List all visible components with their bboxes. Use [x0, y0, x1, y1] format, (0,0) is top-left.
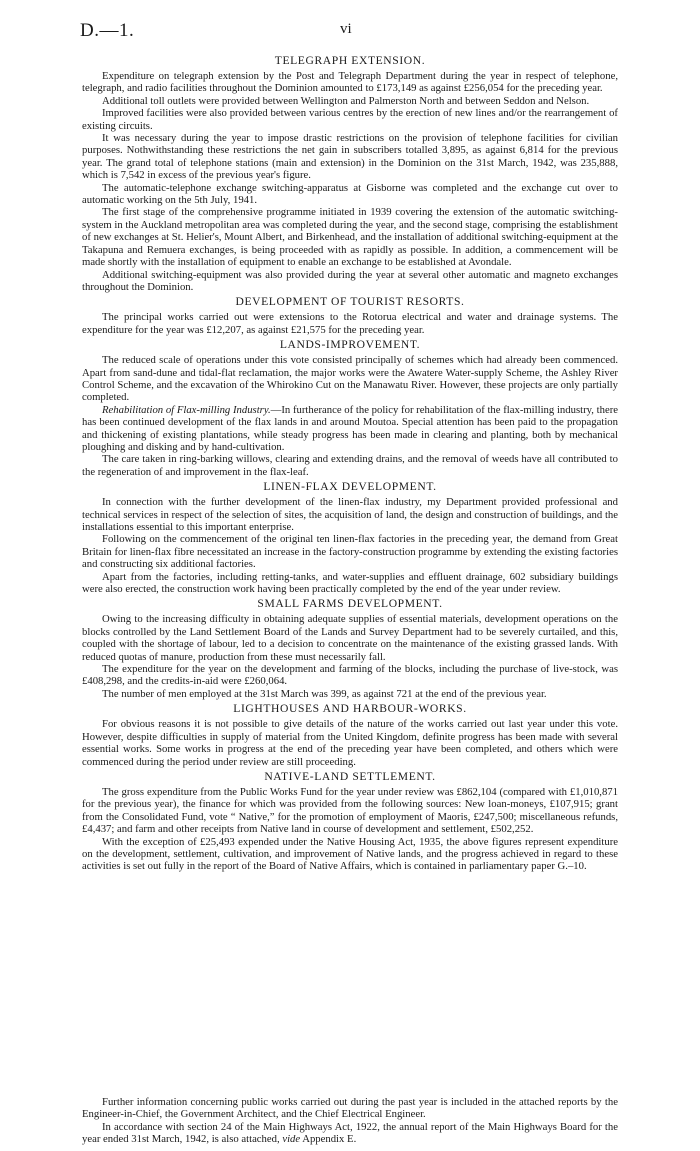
paragraph: The first stage of the comprehensive programme initiated in 1939 covering the extension of the automatic switching-system in the Auckland metropolitan area was completed during the year, and the second stage, comprising the establishment of new exchanges at St. Helier's, Mount Albert, and Birkenhead, and the installation of additional switching-equipment at the Takapuna and Remuera exchanges, is being proceeded with as rapidly as possible. In addition, a commencement will be made shortly with the installation of equipment to enable an exchange to be established at Avondale.	[82, 206, 618, 269]
paragraph: Following on the commencement of the original ten linen-flax factories in the preceding year, the demand from Great Britain for linen-flax fibre necessitated an increase in the factory-construction programme by extending the existing factories and constructing six additional factories.	[82, 533, 618, 571]
closing-paragraph: Further information concerning public works carried out during the past year is included in the attached reports by the Engineer-in-Chief, the Government Architect, and the Chief Electrical Engineer.	[82, 1096, 618, 1121]
paragraph: Expenditure on telegraph extension by the Post and Telegraph Department during the year in respect of telephone, telegraph, and radio facilities throughout the Dominion amounted to £173,149 as against £256,054 for the preceding year.	[82, 70, 618, 95]
paragraph: For obvious reasons it is not possible to give details of the nature of the works carried out last year under this vote. However, despite difficulties in supply of material from the United Kingdom, definite progress has been made with several essential works. Some works in progress at the end of the preceding year have been completed, and others which were commenced during the period under review are still proceeding.	[82, 718, 618, 768]
paragraph: Additional switching-equipment was also provided during the year at several other automatic and magneto exchanges throughout the Dominion.	[82, 268, 618, 293]
paragraph: Improved facilities were also provided between various centres by the erection of new lines and/or the rearrangement of existing circuits.	[82, 107, 618, 132]
section-heading: LINEN-FLAX DEVELOPMENT.	[263, 480, 437, 494]
section-heading: TELEGRAPH EXTENSION.	[274, 54, 426, 67]
section-linen-flax	[82, 480, 618, 595]
paragraph: Additional toll outlets were provided between Wellington and Palmerston North and between Seddon and Nelson.	[102, 94, 590, 107]
paragraph: The reduced scale of operations under this vote consisted principally of schemes which had already been commenced. Apart from sand-dune and tidal-flat reclamation, the major works were the Awatere Water-supply Scheme, the Ashley River Control Scheme, and the excavation of the Whirokino Cut on the Manawatu River. However, these projects are only partially completed.	[82, 354, 618, 404]
paragraph: It was necessary during the year to impose drastic restrictions on the provision of telephone facilities for civilian purposes. Nothwithstanding these restrictions the net gain in subscribers totalled 3,895, as against 6,814 for the previous year. The grand total of telephone stations (main and extension) in the Dominion on the 31st March, 1942, was 235,888, which is 7,542 in excess of the previous year's figure.	[82, 132, 618, 182]
paragraph: The care taken in ring-barking willows, clearing and extending drains, and the removal of weeds have all contributed to the regeneration of and improvement in the flax-leaf.	[82, 453, 618, 478]
closing-italic: vide	[282, 1133, 301, 1146]
paragraph: The number of men employed at the 31st March was 399, as against 721 at the end of the previous year.	[102, 687, 547, 700]
section-heading: NATIVE-LAND SETTLEMENT.	[264, 769, 436, 783]
section-heading: DEVELOPMENT OF TOURIST RESORTS.	[235, 295, 465, 309]
section-tourist-resorts	[82, 295, 618, 336]
paragraph: Owing to the increasing difficulty in obtaining adequate supplies of essential materials, development operations on the blocks controlled by the Land Settlement Board of the Lands and Survey Department had to be severely curtailed, and this, coupled with the shortage of labour, led to a decision to concentrate on the maintenance of the existing grassed lands. With reduced quotas of manure, production from these must necessarily fall.	[82, 613, 618, 663]
closing-text: In accordance with section 24 of the Main Highways Act, 1922, the annual report of the Main Highways Board for the year ended 31st March, 1942, is also attached,	[82, 1120, 618, 1146]
closing-notes	[82, 1096, 618, 1146]
section-heading: SMALL FARMS DEVELOPMENT.	[257, 597, 443, 611]
paragraph: Apart from the factories, including retting-tanks, and water-supplies and effluent drainage, 602 subsidiary buildings were also erected, the construction work having been practically completed by the end of the year under review.	[82, 570, 618, 596]
document-reference: D.—1.	[80, 20, 135, 41]
section-heading: LANDS-IMPROVEMENT.	[279, 338, 421, 352]
page-number: vi	[340, 21, 352, 37]
section-heading: LIGHTHOUSES AND HARBOUR-WORKS.	[233, 702, 467, 716]
paragraph: The principal works carried out were extensions to the Rotorua electrical and water and drainage systems. The expenditure for the year was £12,207, as against £21,575 for the preceding year.	[82, 311, 618, 336]
paragraph: In connection with the further development of the linen-flax industry, my Department provided professional and technical services in respect of the selection of sites, the acquisition of land, the design and construction of buildings, and the installations essential to this important enterprise.	[82, 496, 618, 533]
paragraph-text: —In furtherance of the policy for rehabilitation of the flax-milling industry, there has been continued development of the flax lands in and around Moutoa. Special attention has been paid to the propagation and thickening of existing plantations, while steady progress has been made in clearing and planting, both by mechanical ploughing and disking and by hand-cultivation.	[82, 403, 618, 453]
paragraph	[82, 404, 618, 454]
paragraph: The expenditure for the year on the development and farming of the blocks, including the purchase of live-stock, was £408,298, and the credits-in-aid were £260,064.	[82, 663, 618, 688]
closing-paragraph	[82, 1121, 618, 1146]
closing-text: Appendix E.	[300, 1133, 357, 1146]
paragraph: With the exception of £25,493 expended under the Native Housing Act, 1935, the above figures represent expenditure on the development, settlement, cultivation, and improvement of Native lands, and the progress achieved in regard to these activities is set out fully in the report of the Board of Native Affairs, which is contained in parliamentary paper G.–10.	[82, 835, 618, 873]
section-lands-improvement	[82, 338, 618, 478]
paragraph: The gross expenditure from the Public Works Fund for the year under review was £862,104 (compared with £1,010,871 for the previous year), the finance for which was provided from the following sources: New loan-moneys, £107,915; grant from the Consolidated Fund, vote “ Native,” for the promotion of employment of Maoris, £247,500; miscellaneous refunds, £4,437; and farm and other receipts from Native land in course of development and settlement, £502,252.	[82, 785, 618, 836]
section-lighthouses-harbour	[82, 702, 618, 768]
section-native-land-settlement	[82, 770, 618, 873]
section-telegraph-extension	[82, 54, 618, 293]
section-small-farms	[82, 597, 618, 700]
main-content	[82, 52, 618, 873]
italic-subheading: Rehabilitation of Flax-milling Industry.	[102, 403, 271, 416]
paragraph: The automatic-telephone exchange switching-apparatus at Gisborne was completed and the exchange cut over to automatic working on the 5th July, 1941.	[82, 181, 618, 207]
